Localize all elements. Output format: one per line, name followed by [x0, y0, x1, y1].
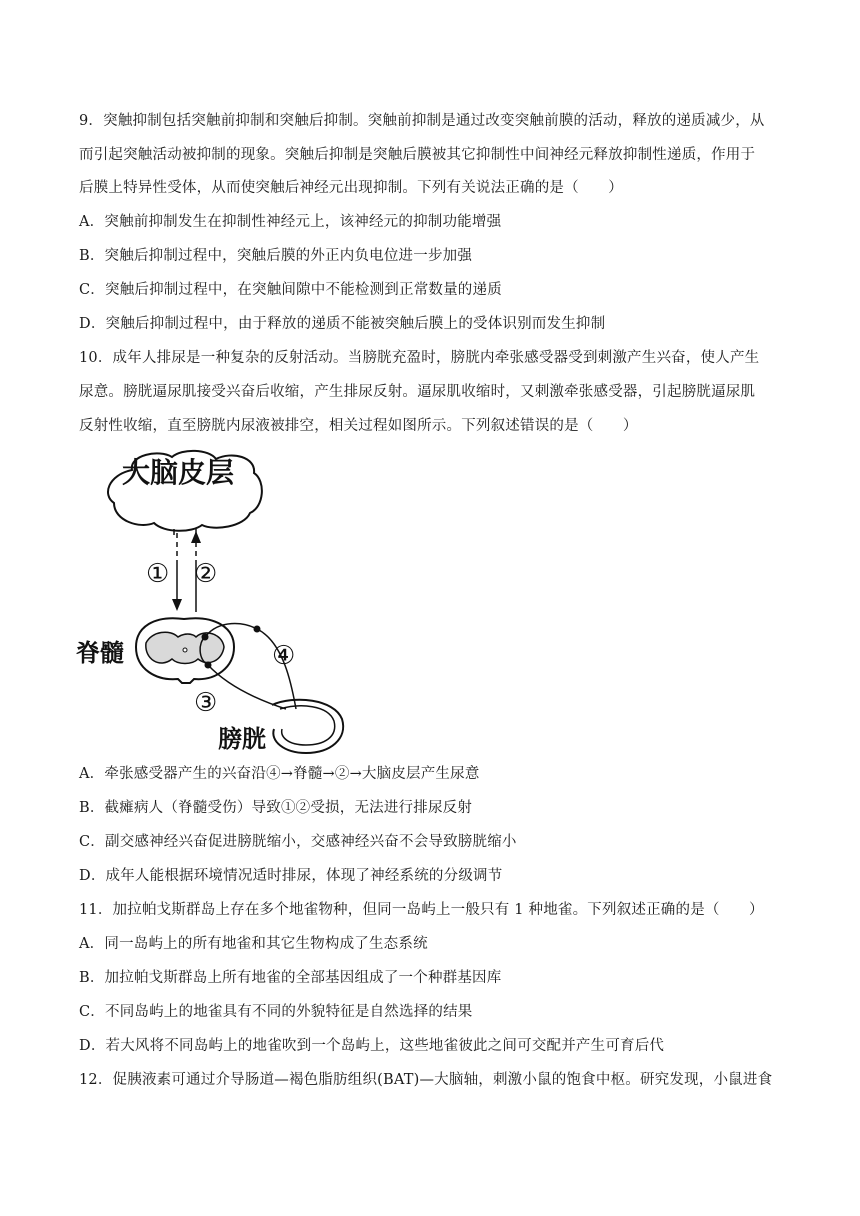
- reflex-diagram: [74, 447, 364, 757]
- pathway-1-arrowhead: [172, 599, 182, 611]
- q11-option-c: C．不同岛屿上的地雀具有不同的外貌特征是自然选择的结果: [79, 1004, 473, 1020]
- marker-4: ④: [272, 641, 296, 671]
- q9-stem-line-2: 而引起突触活动被抑制的现象。突触后抑制是突触后膜被其它抑制性中间神经元释放抑制性递质，作用于: [79, 147, 756, 163]
- q9-option-d: D．突触后抑制过程中，由于释放的递质不能被突触后膜上的受体识别而发生抑制: [79, 316, 606, 332]
- q9-stem-line-3: 后膜上特异性受体，从而使突触后神经元出现抑制。下列有关说法正确的是（ ）: [79, 180, 623, 196]
- q10-stem-line-3: 反射性收缩，直至膀胱内尿液被排空，相关过程如图所示。下列叙述错误的是（ ）: [79, 418, 638, 434]
- pathway-2-arrowhead: [191, 531, 201, 543]
- marker-2: ②: [194, 559, 218, 589]
- q11-option-d: D．若大风将不同岛屿上的地雀吹到一个岛屿上，这些地雀彼此之间可交配并产生可育后代: [79, 1038, 665, 1054]
- marker-1: ①: [146, 559, 170, 589]
- q11-stem-line-1: 11．加拉帕戈斯群岛上存在多个地雀物种，但同一岛屿上一般只有 1 种地雀。下列叙述正确的是（ ）: [79, 902, 764, 918]
- q12-stem-line-1: 12．促胰液素可通过介导肠道—褐色脂肪组织(BAT)—大脑轴，刺激小鼠的饱食中枢。研究发现，小鼠进食: [79, 1072, 773, 1088]
- q11-option-a: A．同一岛屿上的所有地雀和其它生物构成了生态系统: [79, 936, 428, 952]
- q9-option-c: C．突触后抑制过程中，在突触间隙中不能检测到正常数量的递质: [79, 282, 502, 298]
- bladder-label: 膀胱: [218, 725, 266, 753]
- q10-stem-line-1: 10．成年人排尿是一种复杂的反射活动。当膀胱充盈时，膀胱内牵张感受器受到刺激产生兴奋，使人产生: [79, 350, 760, 366]
- q9-option-a: A．突触前抑制发生在抑制性神经元上，该神经元的抑制功能增强: [79, 214, 502, 230]
- marker-3: ③: [194, 688, 218, 718]
- cortex-label: 大脑皮层: [122, 456, 235, 489]
- reflex-diagram-drawing: [74, 447, 364, 757]
- q10-option-d: D．成年人能根据环境情况适时排尿，体现了神经系统的分级调节: [79, 868, 503, 884]
- bladder-inner: [280, 706, 335, 745]
- q10-option-b: B．截瘫病人（脊髓受伤）导致①②受损，无法进行排尿反射: [79, 800, 473, 816]
- central-canal: [183, 648, 187, 652]
- q9-stem-line-1: 9．突触抑制包括突触前抑制和突触后抑制。突触前抑制是通过改变突触前膜的活动，释放的递质减少，从: [79, 113, 765, 129]
- q10-option-c: C．副交感神经兴奋促进膀胱缩小，交感神经兴奋不会导致膀胱缩小: [79, 834, 517, 850]
- spinal-cord-label: 脊髓: [76, 639, 124, 667]
- q11-option-b: B．加拉帕戈斯群岛上所有地雀的全部基因组成了一个种群基因库: [79, 970, 502, 986]
- q10-stem-line-2: 尿意。膀胱逼尿肌接受兴奋后收缩，产生排尿反射。逼尿肌收缩时，又刺激牵张感受器，引起膀胱逼尿肌: [79, 384, 756, 400]
- q10-option-a: A．牵张感受器产生的兴奋沿④→脊髓→②→大脑皮层产生尿意: [79, 766, 480, 782]
- q9-option-b: B．突触后抑制过程中，突触后膜的外正内负电位进一步加强: [79, 248, 473, 264]
